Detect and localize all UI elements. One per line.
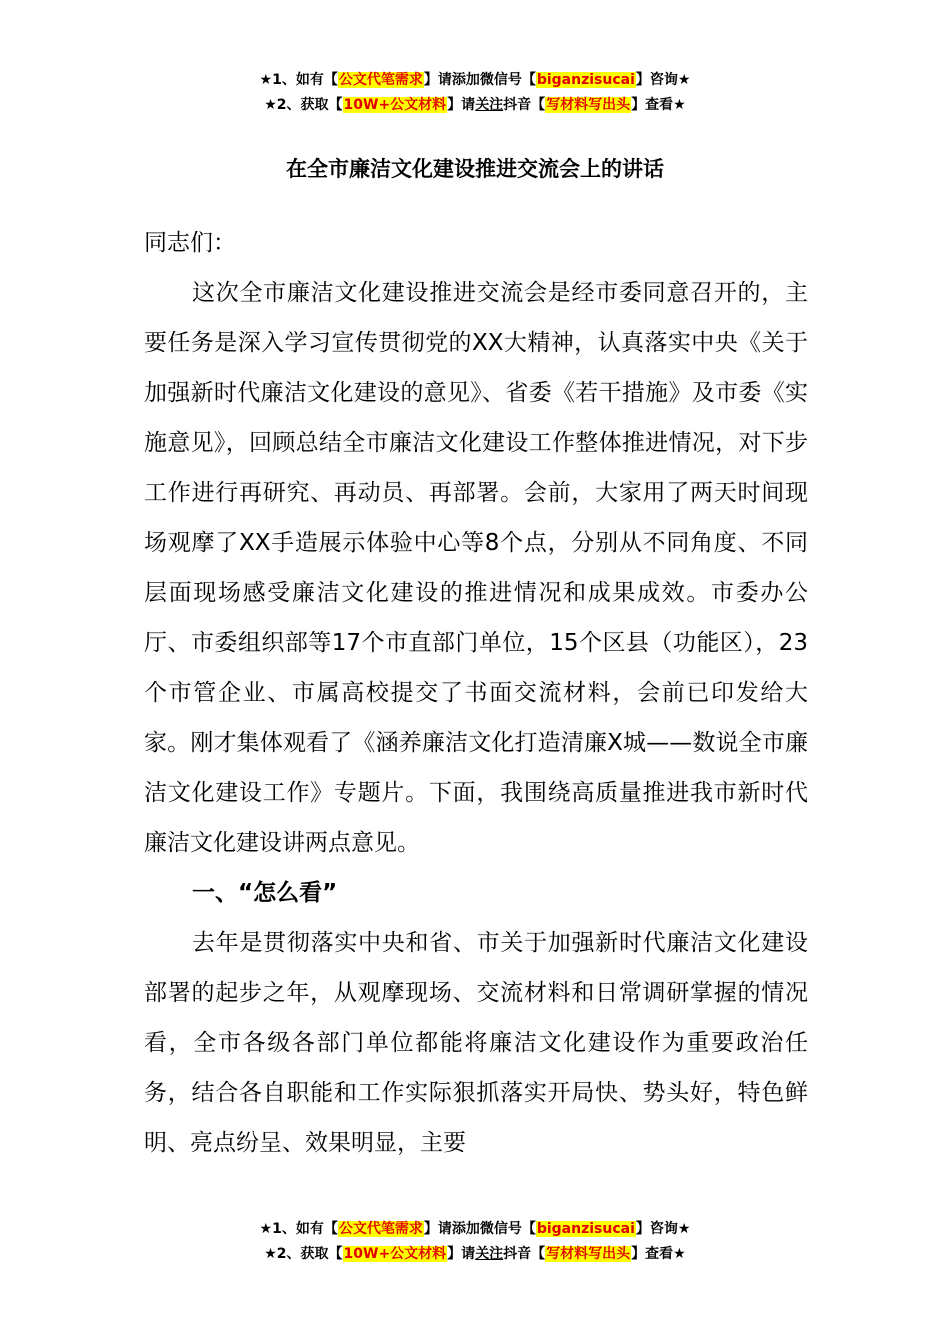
paragraph-section-1: 去年是贯彻落实中央和省、市关于加强新时代廉洁文化建设部署的起步之年，从观摩现场、交流材料和日常调研掌握的情况看，全市各级各部门单位都能将廉洁文化建设作为重要政治任务，结合各自职能和工作实际狠抓落实开局快、势头好，特色鲜明、亮点纷呈、效果明显，主要 [144, 930, 808, 1156]
promo-text: 】请添 [423, 1221, 466, 1237]
promo-text: ★2、获取【 [264, 1246, 343, 1262]
promo-text: 抖音【 [503, 1246, 546, 1262]
promo-underlined-text: 关注 [475, 1246, 504, 1262]
promo-highlight: 10W+公文材料 [343, 97, 447, 113]
promo-text: 抖音【 [503, 97, 546, 113]
promo-underlined-text: 关注 [475, 97, 504, 113]
section-heading: 一、“怎么看” [192, 880, 338, 906]
promo-line-1 [0, 1217, 950, 1242]
promo-line-2 [0, 1242, 950, 1267]
header-promo-banner [0, 68, 950, 118]
footer-promo-banner [0, 1217, 950, 1267]
document-title: 在全市廉洁文化建设推进交流会上的讲话 [286, 157, 664, 181]
promo-text: 】请 [447, 1246, 476, 1262]
promo-highlight: biganzisucai [536, 72, 635, 88]
promo-highlight: 10W+公文材料 [343, 1246, 447, 1262]
promo-text: 】查看★ [631, 97, 686, 113]
promo-text: 微信号【 [479, 1221, 536, 1237]
promo-text: 】咨询★ [635, 72, 691, 88]
promo-text: 】查看★ [631, 1246, 686, 1262]
promo-text: 】请添 [423, 72, 466, 88]
promo-text: 】请 [447, 97, 476, 113]
promo-text: ★1、如有【 [259, 1221, 338, 1237]
promo-text: 加 [465, 1221, 480, 1237]
promo-text: 】咨询★ [635, 1221, 691, 1237]
promo-text: 加 [465, 72, 480, 88]
promo-highlight: 公文代笔需求 [338, 72, 423, 88]
promo-highlight: 写材料写出头 [546, 97, 631, 113]
document-body [144, 218, 808, 1168]
promo-text: 微信号【 [479, 72, 536, 88]
promo-line-1 [0, 68, 950, 93]
promo-highlight: 写材料写出头 [546, 1246, 631, 1262]
promo-text: ★1、如有【 [259, 72, 338, 88]
promo-line-2 [0, 93, 950, 118]
promo-highlight: 公文代笔需求 [338, 1221, 423, 1237]
promo-text: ★2、获取【 [264, 97, 343, 113]
salutation: 同志们： [144, 230, 236, 256]
promo-highlight: biganzisucai [536, 1221, 635, 1237]
paragraph-intro: 这次全市廉洁文化建设推进交流会是经市委同意召开的，主要任务是深入学习宣传贯彻党的XX大精神，认真落实中央《关于加强新时代廉洁文化建设的意见》、省委《若干措施》及市委《实施意见》，回顾总结全市廉洁文化建设工作整体推进情况，对下步工作进行再研究、再动员、再部署。会前，大家用了两天时间现场观摩了XX手造展示体验中心等8个点，分别从不同角度、不同层面现场感受廉洁文化建设的推进情况和成果成效。市委办公厅、市委组织部等17个市直部门单位，15个区县（功能区），23个市管企业、市属高校提交了书面交流材料，会前已印发给大家。刚才集体观看了《涵养廉洁文化打造清廉X城——数说全市廉洁文化建设工作》专题片。下面，我围绕高质量推进我市新时代廉洁文化建设讲两点意见。 [144, 280, 808, 856]
